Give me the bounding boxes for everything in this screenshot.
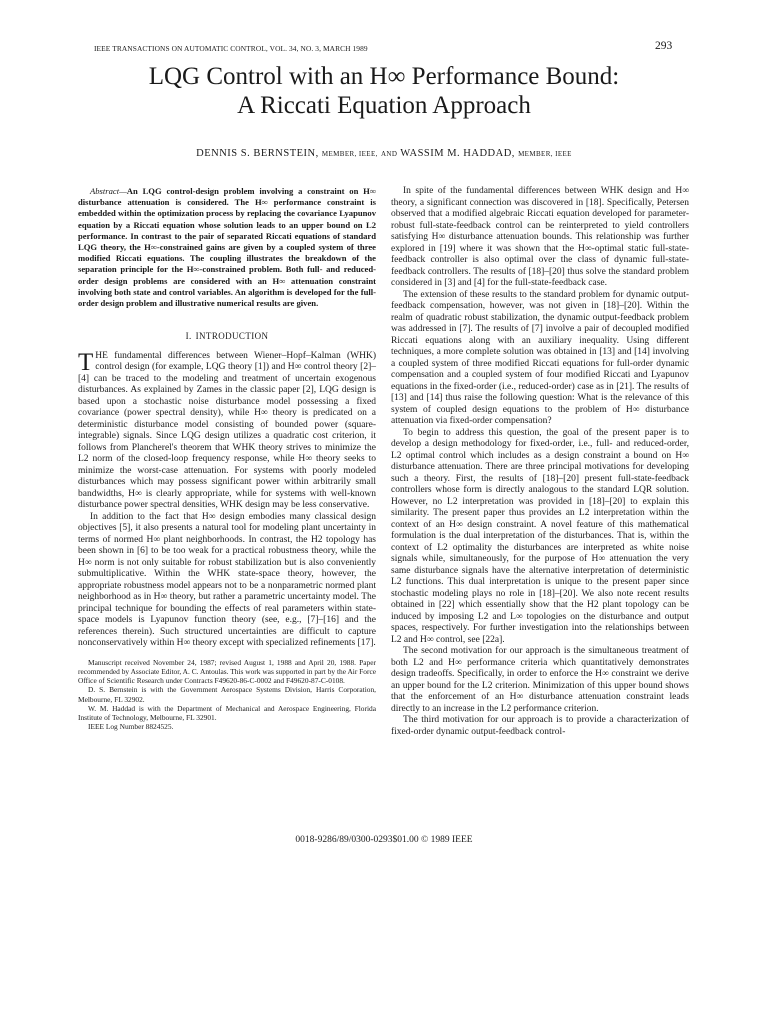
footnote-manuscript: Manuscript received November 24, 1987; revised August 1, 1988 and April 20, 1988. Paper recommended by Associate Editor, A. C. Antoulas. This work was supported in part by the Air Force Office of Scientific Research under Contracts F49620-86-C-0002 and F49620-87-C-0108. [78, 657, 376, 686]
author-line [60, 148, 708, 159]
footnotes [78, 658, 376, 732]
body-paragraph: The extension of these results to the standard problem for dynamic output-feedback compensation, however, was not given in [18]–[20]. Within the realm of quadratic robust stabilization, the dynamic output-feedback problem was addressed in [7]. The results of [7] involve a pair of decoupled modified Riccati equations along with an auxiliary inequality. Using different techniques, a more complete solution was obtained in [13] and [14] involving a coupled system of three modified Riccati equations for full-order dynamic compensation and a coupled system of four modified Riccati and Lyapunov equations in the fixed-order (i.e., reduced-order) case as in [21]. The results of [13] and [14] thus raise the following question: What is the relevance of this system of coupled design equations to the problem of H∞ disturbance attenuation via fixed-order compensation? [391, 289, 689, 426]
drop-cap: T [78, 348, 94, 376]
author-name: WASSIM M. HADDAD, [400, 148, 515, 159]
abstract-lead: Abstract— [90, 186, 127, 196]
abstract [78, 186, 376, 309]
page-number: 293 [655, 40, 673, 52]
body-paragraph: To begin to address this question, the goal of the present paper is to develop a design methodology for fixed-order, i.e., full- and reduced-order, L2 optimal control which includes as a design constraint a bound on H∞ disturbance attenuation. There are three principal motivations for developing such a theory. First, the results of [18]–[20] present full-state-feedback controllers whose form is directly analogous to the standard LQR solution. However, no L2 interpretation was provided in [18]–[20] to explain this similarity. The present paper thus provides an L2 interpretation within the context of an H∞ design constraint. A novel feature of this mathematical formulation is the dual interpretation of the disturbances. That is, within the context of L2 optimality the disturbances are interpreted as white noise signals while, simultaneously, for the purpose of H∞ attenuation the very same disturbance signals have the alternative interpretation of deterministic L2 functions. This dual interpretation is unique to the present paper since stochastic modeling plays no role in [18]–[20]. We also note recent results obtained in [22] which essentially show that the H2 plant topology can be induced by imposing L2 and L∞ topologies on the disturbance and output spaces, respectively. For further investigation into the relationships between L2 and H∞ control, see [22a]. [391, 427, 689, 645]
author-name: DENNIS S. BERNSTEIN, [196, 148, 319, 159]
body-paragraph: In spite of the fundamental differences between WHK design and H∞ theory, a significant connection was discovered in [18]. Specifically, Petersen observed that a modified algebraic Riccati equation developed for parameter-robust full-state-feedback control can be reinterpreted to yield controllers satisfying H∞ disturbance attenuation bounds. This relationship was further explored in [19] where it was shown that the H∞-optimal static full-state-feedback controller is also optimal over the class of dynamic full-state-feedback controllers. The results of [18]–[20] thus solve the standard problem considered in [3] and [4] for the full-state-feedback case. [391, 186, 689, 288]
title-line-2: A Riccati Equation Approach [237, 92, 531, 119]
section-number: I. [185, 331, 192, 342]
paper-title [60, 62, 708, 120]
intro-paragraph-text: HE fundamental differences between Wiener–Hopf–Kalman (WHK) control design (for example, LQG theory [1]) and H∞ control theory [2]–[4] can be traced to the modeling and treatment of uncertain exogenous disturbances. As explained by Zames in the classic paper [2], LQG design is based upon a stochastic noise disturbance model possessing a fixed covariance (power spectral density), while H∞ theory is predicated on a deterministic disturbance model consisting of bounded power (square-integrable) signals. Since LQG design utilizes a quadratic cost criterion, it follows from Plancherel's theorem that WHK theory strives to minimize the L2 norm of the closed-loop frequency response, while H∞ theory seeks to minimize the worst-case attenuation. For systems with poorly modeled disturbances which may possess significant power within arbitrarily small bandwidths, H∞ is clearly appropriate, while for systems with well-known disturbance power spectral densities, WHK design may be less conservative. [78, 350, 376, 511]
right-column [391, 186, 689, 738]
running-head: IEEE TRANSACTIONS ON AUTOMATIC CONTROL, VOL. 34, NO. 3, MARCH 1989 [94, 44, 368, 53]
footnote-log-number: IEEE Log Number 8824525. [88, 722, 174, 732]
intro-paragraph [78, 348, 376, 512]
body-paragraph: The third motivation for our approach is to provide a characterization of fixed-order dynamic output-feedback control- [391, 715, 689, 737]
copyright-footer: 0018-9286/89/0300-0293$01.00 © 1989 IEEE [295, 835, 473, 845]
body-paragraph: In addition to the fact that H∞ design embodies many classical design objectives [5], it also presents a natural tool for modeling plant uncertainty in terms of normed H∞ plant neighborhoods. In contrast, the H2 topology has been shown in [6] to be too weak for a practical robustness theory, while the H∞ norm is not only suitable for robust stabilization but is also conveniently submultiplicative. Within the WHK state-space theory, however, the appropriate robustness model appears not to be a nonparametric normed plant neighborhood as in H∞ theory, but rather a parametric uncertainty model. The principal technique for bounding the effects of real parameters within state-space models is Lyapunov function theory (see, e.g., [7]–[16] and the references therein). Such structured uncertainties are difficult to capture nonconservatively within H∞ theory except with specialized refinements [17]. [78, 511, 376, 649]
abstract-text: An LQG control-design problem involving a constraint on H∞ disturbance attenuation is considered. The H∞ performance constraint is embedded within the optimization process by replacing the covariance Lyapunov equation by a Riccati equation whose solution leads to an upper bound on L2 performance. In contrast to the pair of separated Riccati equations of standard LQG theory, the H∞-constrained gains are given by a coupled system of three modified Riccati equations. The coupling illustrates the breakdown of the separation principle for the H∞-constrained problem. Both full- and reduced-order design problems are considered with an H∞ attenuation constraint involving both state and control variables. An algorithm is developed for the full-order design problem and illustrative numerical results are given. [78, 186, 376, 309]
section-title: INTRODUCTION [195, 331, 269, 342]
author-membership: MEMBER, IEEE, [321, 150, 378, 158]
footnote-author-2: W. M. Haddad is with the Department of Mechanical and Aerospace Engineering, Florida Institute of Technology, Melbourne, FL 32901. [78, 703, 376, 722]
body-paragraph: The second motivation for our approach is the simultaneous treatment of both L2 and H∞ performance criteria which quantitatively demonstrates design tradeoffs. Specifically, in order to enforce the H∞ constraint we derive an upper bound for the L2 criterion. Minimization of this upper bound shows that the enforcement of an H∞ disturbance attenuation constraint leads directly to an increase in the L2 performance criterion. [391, 646, 689, 714]
section-heading [78, 331, 376, 343]
footnote-author-1: D. S. Bernstein is with the Government Aerospace Systems Division, Harris Corporation, Melbourne, FL 32902. [78, 685, 376, 704]
author-conjunction: AND [380, 150, 398, 158]
author-membership: MEMBER, IEEE [518, 150, 572, 158]
title-line-1: LQG Control with an H∞ Performance Bound: [148, 63, 620, 90]
left-column [78, 186, 376, 731]
